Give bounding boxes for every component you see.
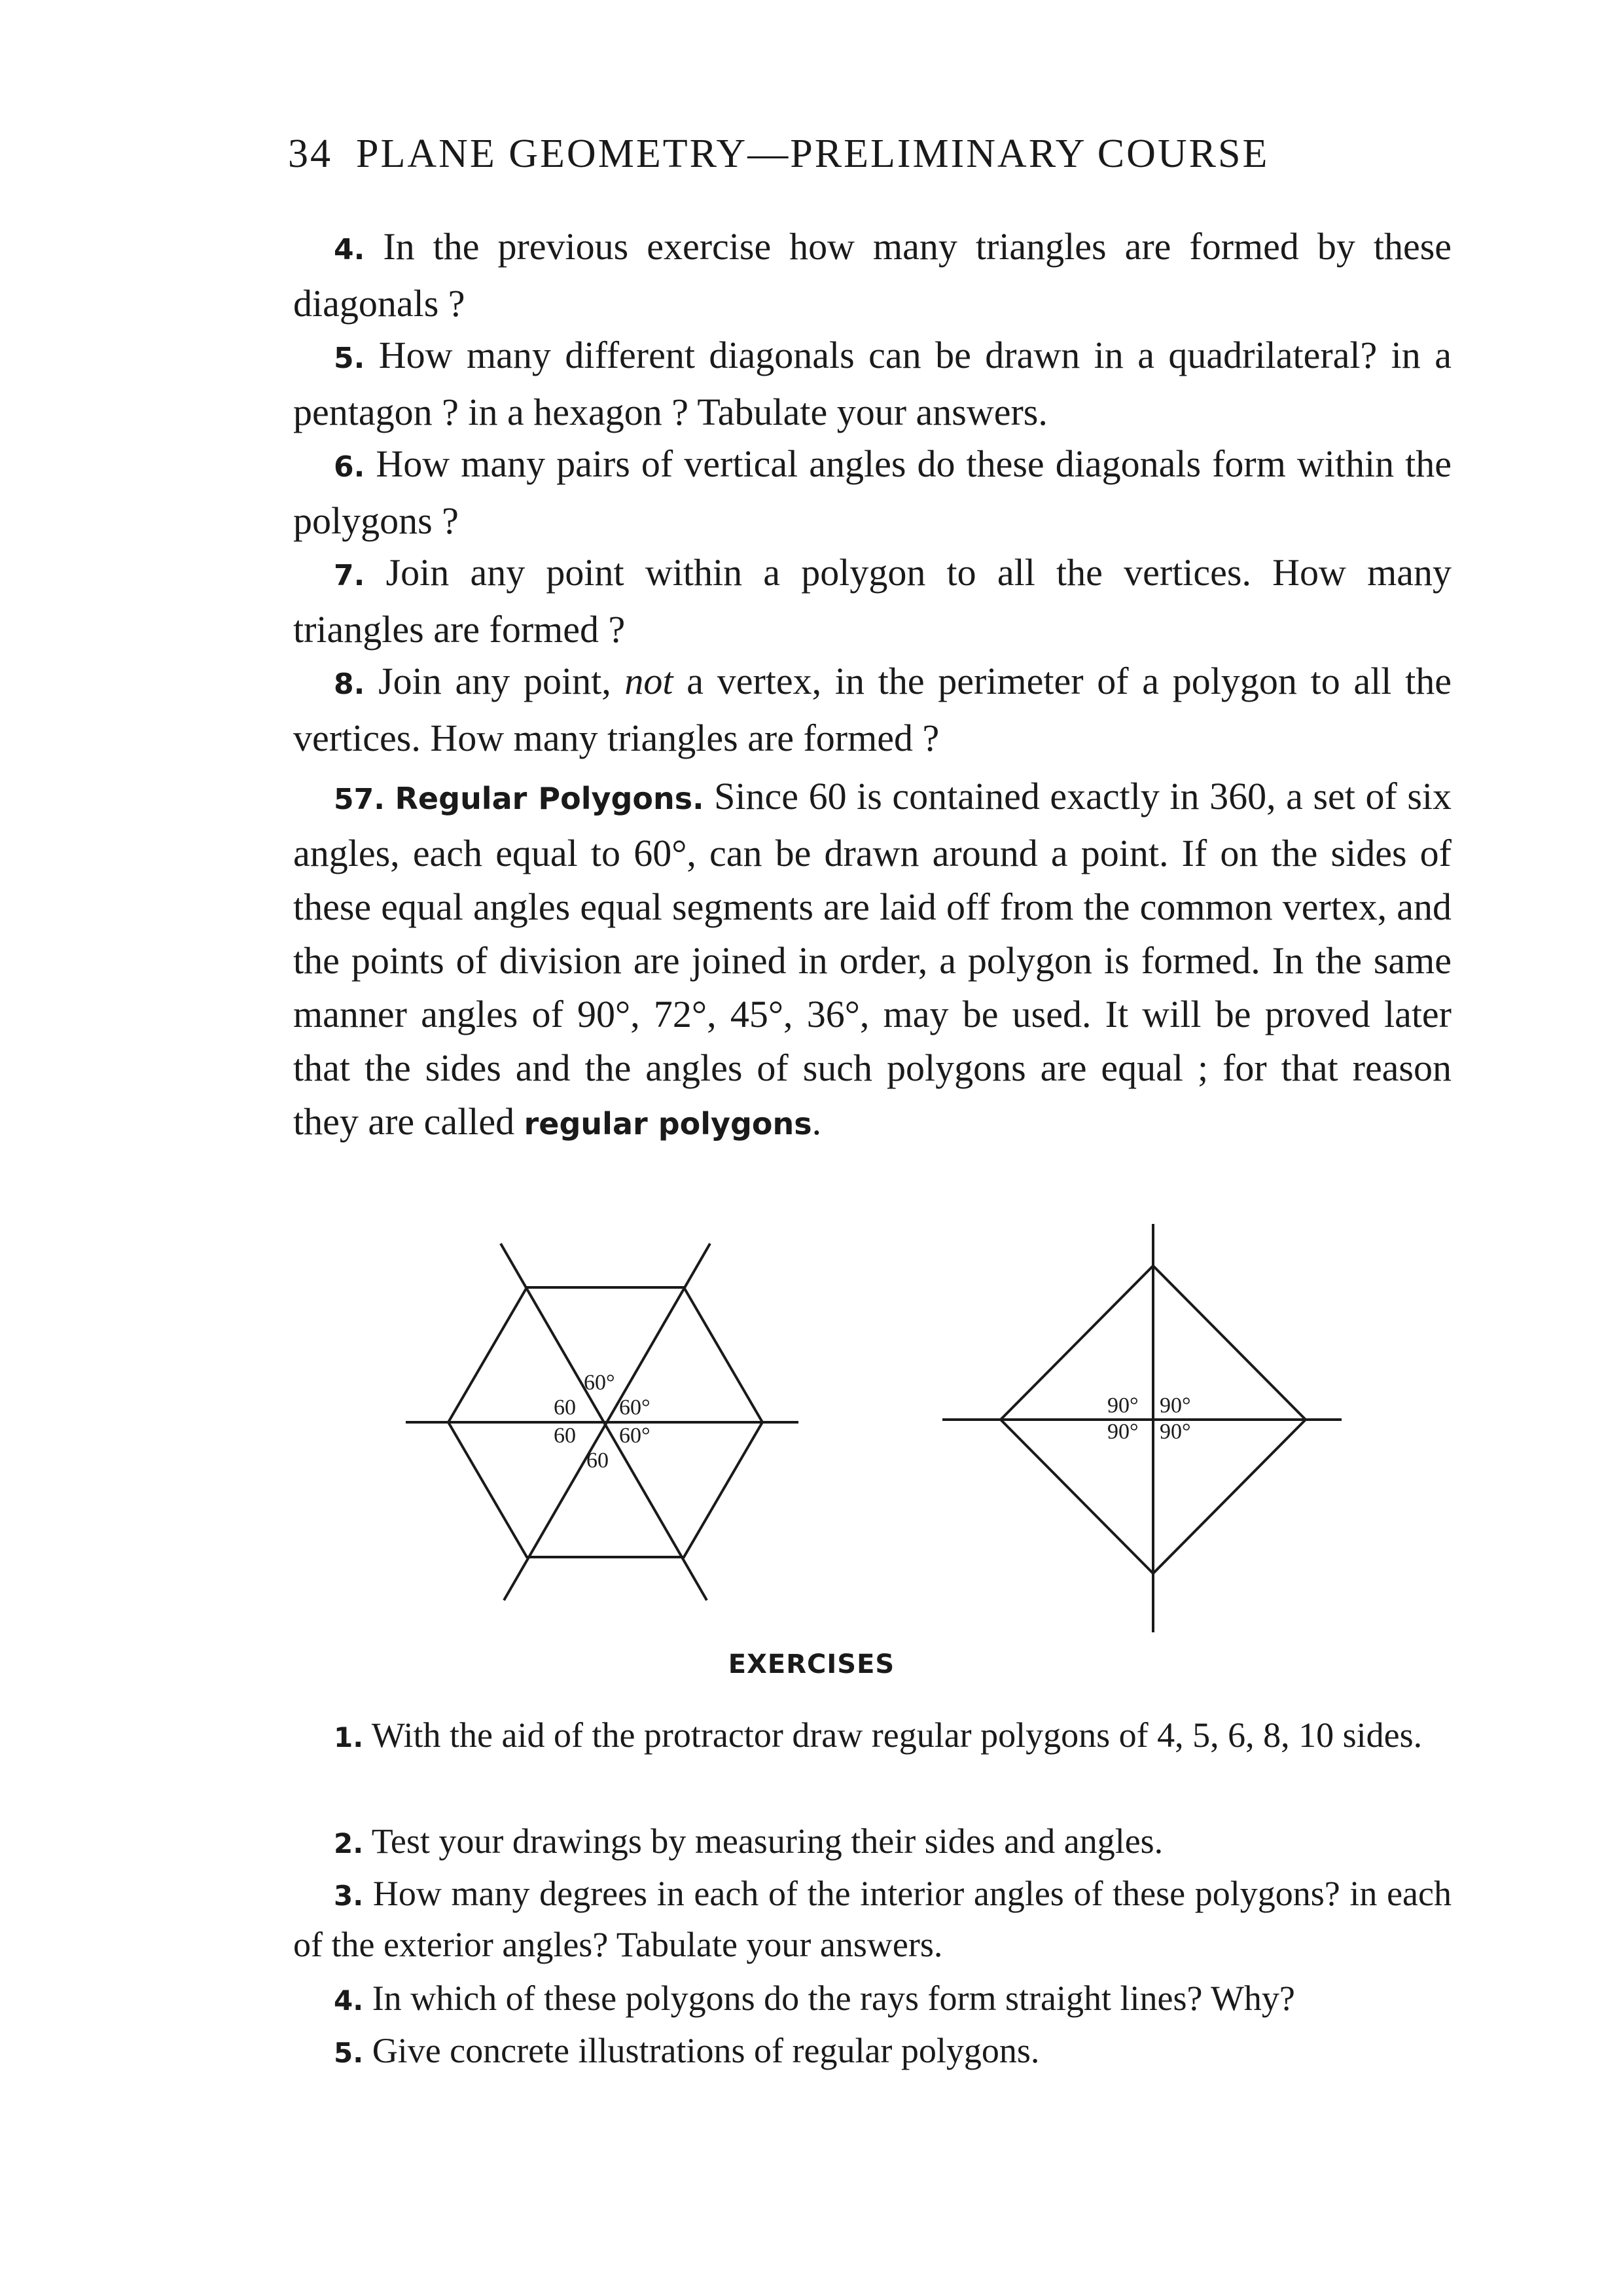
exercise-number: 8. — [334, 668, 365, 701]
exercise-number: 3. — [334, 1880, 364, 1912]
exercise-bottom-1 — [293, 1711, 1452, 1762]
exercise-number: 7. — [334, 559, 365, 592]
section-end: . — [812, 1100, 822, 1143]
running-title: PLANE GEOMETRY—PRELIMINARY COURSE — [356, 132, 1270, 176]
section-text: Since 60 is contained exactly in 360, a set of six angles, each equal to 60°, can be drawn around a point. If on the sides of these equal angles equal segments are laid off from the common vertex, and the points of division are joined in order, a polygon is formed. In the same manner angles of 90°, 72°, 45°, 36°, may be used. It will be proved later that the sides and the angles of such polygons are equal ; for that reason they are called — [293, 775, 1452, 1143]
hexagon-angle-label: 60 — [586, 1448, 609, 1473]
exercise-bottom-3 — [293, 1869, 1452, 1969]
exercise-text: How many degrees in each of the interior angles of these polygons? in each of the exterior angles? Tabulate your answers. — [293, 1874, 1452, 1964]
hexagon-angle-label: 60° — [619, 1395, 651, 1420]
exercise-text: Give concrete illustrations of regular polygons. — [372, 2031, 1040, 2070]
square-angle-label: 90° — [1160, 1393, 1191, 1418]
square-angle-label: 90° — [1107, 1420, 1139, 1444]
exercise-text: With the aid of the protractor draw regular polygons of 4, 5, 6, 8, 10 sides. — [371, 1715, 1423, 1755]
hexagon-angle-label: 60 — [554, 1424, 576, 1448]
exercise-number: 4. — [334, 1984, 364, 2017]
exercise-top-5 — [293, 329, 1452, 439]
exercise-text-post: a vertex, in the perimeter of a polygon to all the vertices. How many triangles are formed ? — [293, 660, 1452, 759]
exercise-text-pre: Join any point, — [378, 660, 625, 702]
exercise-top-7 — [293, 546, 1452, 656]
exercises-heading: EXERCISES — [728, 1649, 895, 1679]
exercise-top-8 — [293, 655, 1452, 765]
exercise-text: Join any point within a polygon to all the vertices. How many triangles are formed ? — [293, 551, 1452, 651]
hexagon-angle-label: 60° — [584, 1371, 615, 1395]
exercise-text: In which of these polygons do the rays form straight lines? Why? — [372, 1979, 1295, 2018]
square-angle-label: 90° — [1107, 1393, 1139, 1418]
exercise-bottom-4 — [293, 1974, 1452, 2025]
section-term: regular polygons — [524, 1106, 812, 1141]
square-angle-label: 90° — [1160, 1420, 1191, 1444]
exercise-number: 2. — [334, 1827, 364, 1859]
exercise-number: 5. — [334, 342, 365, 375]
exercise-number: 1. — [334, 1721, 364, 1753]
exercise-text: In the previous exercise how many triangles are formed by these diagonals ? — [293, 225, 1452, 325]
section-57-paragraph — [293, 770, 1452, 1151]
exercise-text: How many different diagonals can be drawn in a quadrilateral? in a pentagon ? in a hexagon ? Tabulate your answers. — [293, 334, 1452, 433]
hexagon-figure — [393, 1230, 825, 1610]
exercise-number: 4. — [334, 233, 365, 266]
section-title: Regular Polygons. — [395, 781, 704, 816]
exercise-text: How many pairs of vertical angles do these diagonals form within the polygons ? — [293, 442, 1452, 542]
running-header — [288, 131, 1420, 177]
hexagon-angle-label: 60 — [554, 1395, 576, 1420]
exercise-number: 5. — [334, 2037, 364, 2069]
exercise-top-4 — [293, 220, 1452, 331]
exercise-top-6 — [293, 437, 1452, 548]
section-number: 57. — [334, 783, 385, 816]
exercise-bottom-5 — [293, 2026, 1452, 2077]
exercise-text-italic: not — [624, 660, 673, 702]
exercise-number: 6. — [334, 450, 365, 484]
page-number: 34 — [288, 132, 332, 176]
exercise-bottom-2 — [293, 1817, 1452, 1868]
square-figure — [942, 1224, 1361, 1643]
hexagon-angle-label: 60° — [619, 1424, 651, 1448]
exercise-text: Test your drawings by measuring their sides and angles. — [371, 1821, 1164, 1861]
